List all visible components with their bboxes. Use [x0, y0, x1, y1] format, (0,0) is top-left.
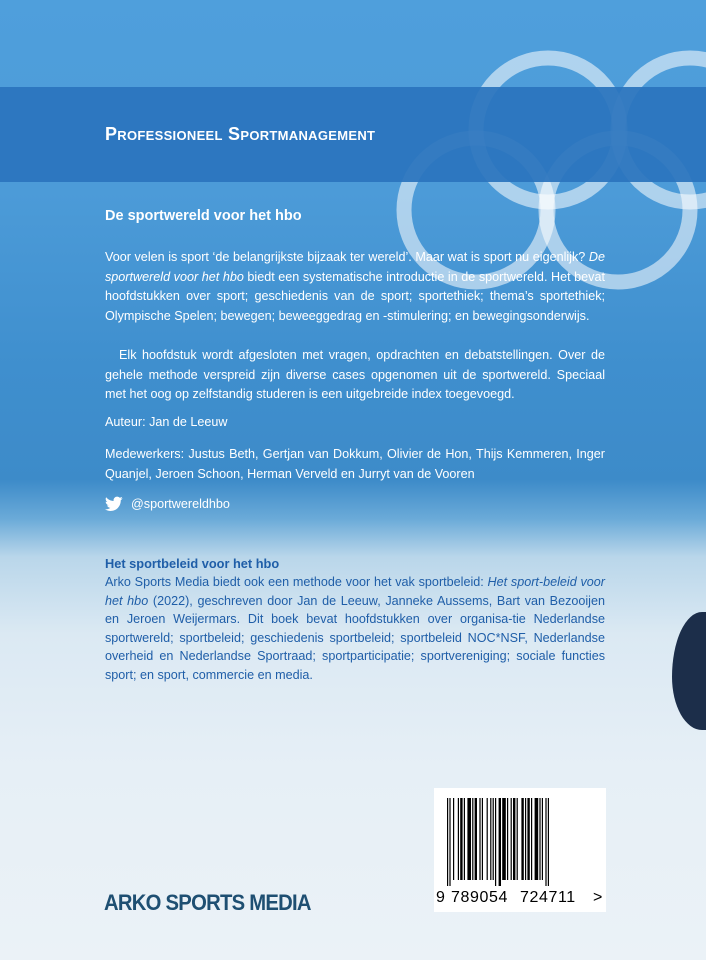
barcode-bar [453, 798, 454, 880]
twitter-handle: @sportwereldhbo [131, 497, 230, 511]
barcode-bar [482, 798, 483, 880]
isbn-barcode [434, 788, 606, 912]
barcode-bar [525, 798, 526, 880]
barcode-bar [475, 798, 477, 880]
series-title: Professioneel Sportmanagement [105, 124, 376, 144]
twitter-link[interactable] [105, 494, 230, 514]
author-line: Auteur: Jan de Leeuw [105, 415, 228, 429]
barcode-bar [493, 798, 494, 880]
related-book-title: Het sportbeleid voor het hbo [105, 556, 280, 571]
barcode-bar [539, 798, 540, 880]
barcode-bar [460, 798, 462, 880]
barcode-bar [531, 798, 532, 880]
barcode-bar [542, 798, 543, 880]
barcode-bar [545, 798, 546, 886]
barcode-bar [479, 798, 480, 880]
barcode-bar [535, 798, 539, 880]
barcode-bar [548, 798, 549, 886]
barcode-bar [464, 798, 465, 880]
barcode-bar [449, 798, 450, 886]
book-title: De sportwereld voor het hbo [105, 208, 302, 224]
related-book-description: Arko Sports Media biedt ook een methode voor het vak sportbeleid: Het sport-beleid voor het hbo (2022), geschreven door Jan de Leeuw, Janneke Aussems, Bart van Bezooijen en Jeroen Weijermars. Dit boek bevat hoofdstukken over organisa-tie Nederlandse sportwereld; sportbeleid; geschiedenis sportbeleid; sportbeleid NOC*NSF, Nederlandse overheid en Nederlandse Sportraad; sportparticipatie; sportvereniging; sociale functies sport; en sport, commercie en media. [105, 575, 605, 682]
barcode-bar [507, 798, 508, 880]
barcode-bar [521, 798, 523, 880]
description-paragraph: Voor velen is sport ‘de belangrijkste bijzaak ter wereld’. Maar wat is sport nu eigenlijk? De sportwereld voor het hbo biedt een systematische introductie in de sportwereld. Het bevat hoofdstukken over sport; geschiedenis van de sport; sportethiek; thema’s sportethiek; Olympische Spelen; bewegen; beweeggedrag en -stimulering; en bewegingsonderwijs. [105, 250, 605, 323]
barcode-bar [490, 798, 491, 880]
isbn-group-1: 789054 [451, 889, 508, 906]
contributors-line: Medewerkers: Justus Beth, Gertjan van Dokkum, Olivier de Hon, Thijs Kemmeren, Inger Quanjel, Jeroen Schoon, Herman Verveld en Jurryt van de Vooren [105, 447, 605, 481]
barcode-bar [511, 798, 512, 880]
isbn-group-2: 724711 [520, 889, 576, 906]
barcode-bar [527, 798, 529, 880]
barcode-bar [517, 798, 518, 880]
barcode-bar [472, 798, 473, 880]
twitter-bird-icon [105, 496, 123, 512]
barcode-bars [447, 798, 593, 886]
barcode-bar [467, 798, 471, 880]
barcode-bar [458, 798, 459, 880]
isbn-lead-digit: 9 [436, 889, 446, 906]
barcode-bar [502, 798, 506, 880]
barcode-bar [447, 798, 448, 886]
publisher-logo: ARKO SPORTS MEDIA [104, 890, 311, 915]
barcode-bar [499, 798, 501, 886]
barcode-bar [487, 798, 488, 880]
isbn-trailer: > [593, 889, 603, 906]
description-paragraph-2: Elk hoofdstuk wordt afgesloten met vragen, opdrachten en debatstellingen. Over de gehele methode verspreid zijn diverse cases opgenomen uit de sportwereld. Speciaal met het oog op zelfstandig studeren is een uitgebreide index toegevoegd. [105, 348, 605, 401]
barcode-bar [513, 798, 515, 880]
barcode-bar [495, 798, 496, 886]
